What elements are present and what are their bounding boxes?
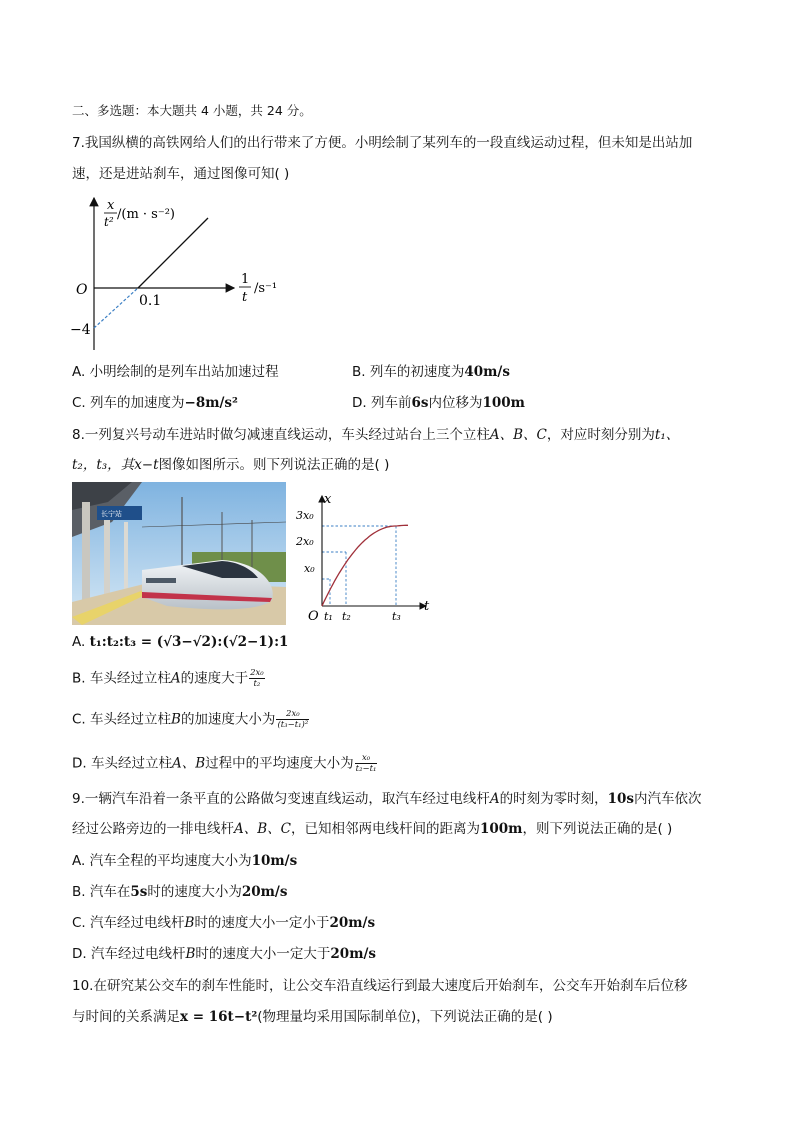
q9-option-c-var: B xyxy=(184,915,195,931)
q7-y-label-den: t² xyxy=(104,215,114,229)
q7-option-b[interactable] xyxy=(352,362,510,382)
train-photo xyxy=(72,482,286,625)
q8-option-d-fraction xyxy=(355,753,378,774)
station-sign: 长宁站 xyxy=(101,510,122,518)
q7-option-b-text: B. 列车的初速度为 xyxy=(352,364,465,380)
q9-stem-var: A xyxy=(489,791,500,807)
q8-x-tick-2: t₂ xyxy=(342,610,351,623)
q7-solid-line xyxy=(138,218,208,288)
q8-option-b-num: 2x₀ xyxy=(250,668,264,678)
q7-option-d-value: 100m xyxy=(482,395,525,411)
q10-stem-equation: x = 16t−t² xyxy=(180,1009,258,1025)
q8-option-c-text: C. 车头经过立柱 xyxy=(72,711,172,728)
q8-option-a-value: t₁:t₂:t₃ = (√3−√2):(√2−1):1 xyxy=(89,634,289,650)
q8-x-tick-1: t₁ xyxy=(324,610,333,623)
q7-y-unit: /(m · s⁻²) xyxy=(117,207,175,222)
q8-stem-xt: x−t xyxy=(134,457,159,473)
q7-option-d-text: D. 列车前 xyxy=(352,395,412,411)
q9-option-b[interactable] xyxy=(72,882,287,902)
q8-y-tick-3: 3x₀ xyxy=(296,509,314,522)
q8-option-b-mid: 的速度大于 xyxy=(180,670,249,687)
q7-origin-label: O xyxy=(76,282,88,298)
q7-stem-line2: 速，还是进站刹车，通过图像可知( ) xyxy=(72,166,290,182)
q8-option-d-den: t₂−t₁ xyxy=(355,764,377,774)
q8-stem-t1: t₁、 xyxy=(654,427,680,443)
q8-y-label: x xyxy=(324,492,332,507)
q7-option-b-value: 40m/s xyxy=(464,364,510,380)
q8-stem-part: ，对应时刻分别为 xyxy=(546,427,655,443)
q7-option-d[interactable] xyxy=(352,393,525,413)
q8-option-a-label: A. xyxy=(72,634,90,650)
q10-stem-line2 xyxy=(72,1007,553,1027)
q9-stem-part: 的时刻为零时刻， xyxy=(499,791,608,807)
q9-option-b-value: 20m/s xyxy=(241,884,288,900)
q9-option-d[interactable] xyxy=(72,944,376,964)
q9-option-c-tail: 时的速度大小一定小于 xyxy=(194,915,330,931)
q9-option-c[interactable] xyxy=(72,913,375,933)
q8-option-c-var: B xyxy=(171,711,181,728)
q7-y-label-num: x xyxy=(107,198,115,213)
q10-stem-line1: 10.在研究某公交车的刹车性能时，让公交车沿直线运行到最大速度后开始刹车，公交车开始刹车后位移 xyxy=(72,978,688,994)
q9-option-d-tail: 时的速度大小一定大于 xyxy=(195,946,331,962)
q7-option-d-time: 6s xyxy=(411,395,429,411)
section-title: 二、多选题：本大题共 4 小题，共 24 分。 xyxy=(72,103,312,118)
q8-option-d-mid: 过程中的平均速度大小为 xyxy=(205,755,354,772)
q7-x-unit: /s⁻¹ xyxy=(254,281,278,296)
q8-origin-label: O xyxy=(308,609,319,624)
q8-stem-part: 图像如图所示。则下列说法正确的是( ) xyxy=(158,457,390,473)
q8-option-c[interactable] xyxy=(72,709,309,730)
q9-option-d-value: 20m/s xyxy=(330,946,377,962)
q8-option-c-fraction xyxy=(276,709,309,730)
q9-option-a-value: 10m/s xyxy=(251,853,298,869)
q9-stem-part: 经过公路旁边的一排电线杆 xyxy=(72,821,234,837)
q7-x-label-num: 1 xyxy=(241,272,250,287)
q9-stem-time: 10s xyxy=(607,791,635,807)
q9-option-b-time: 5s xyxy=(130,884,148,900)
q9-option-d-text: D. 汽车经过电线杆 xyxy=(72,946,186,962)
q7-option-d-tail: 内位移为 xyxy=(428,395,483,411)
q8-y-tick-2: 2x₀ xyxy=(296,535,314,548)
q8-option-d-var: A、B xyxy=(171,755,206,772)
q8-x-tick-3: t₃ xyxy=(392,610,401,623)
q8-option-c-den: (t₃−t₁)² xyxy=(277,720,309,730)
q9-stem-part: 内汽车依次 xyxy=(634,791,702,807)
q8-option-b-text: B. 车头经过立柱 xyxy=(72,670,171,687)
q8-option-a[interactable] xyxy=(72,632,288,652)
q7-option-a[interactable]: A. 小明绘制的是列车出站加速过程 xyxy=(72,364,279,380)
q8-option-b-var: A xyxy=(170,670,181,687)
q9-stem-line1 xyxy=(72,789,702,809)
q8-stem-part: 8.一列复兴号动车进站时做匀减速直线运动，车头经过站台上三个立柱 xyxy=(72,427,490,443)
q8-x-label: t xyxy=(424,599,430,614)
q8-stem-times: t₂，t₃，其 xyxy=(72,457,135,473)
q9-stem-vars: A、B、C xyxy=(234,821,291,837)
q8-y-tick-1: x₀ xyxy=(304,562,315,575)
q8-stem-vars: A、B、C xyxy=(489,427,547,443)
q7-x-tick: 0.1 xyxy=(139,293,162,309)
q8-stem-line1 xyxy=(72,425,679,445)
q7-dashed-line xyxy=(94,288,138,328)
q9-option-c-text: C. 汽车经过电线杆 xyxy=(72,915,185,931)
q7-graph xyxy=(60,192,300,354)
q9-stem-part: ，则下列说法正确的是( ) xyxy=(522,821,673,837)
q9-option-c-value: 20m/s xyxy=(329,915,376,931)
q8-option-b-fraction xyxy=(249,668,265,689)
q7-stem-line1: 7.我国纵横的高铁网给人们的出行带来了方便。小明绘制了某列车的一段直线运动过程，但未知是出站加 xyxy=(72,135,693,151)
q7-y-tick: −4 xyxy=(70,322,91,338)
q7-x-label-den: t xyxy=(242,290,248,305)
q8-stem-line2 xyxy=(72,455,389,475)
q9-option-a[interactable] xyxy=(72,851,297,871)
q8-option-d-text: D. 车头经过立柱 xyxy=(72,755,172,772)
q8-option-b-den: t₂ xyxy=(253,679,261,689)
q9-stem-line2 xyxy=(72,819,672,839)
q9-stem-part: 9.一辆汽车沿着一条平直的公路做匀变速直线运动，取汽车经过电线杆 xyxy=(72,791,490,807)
q9-stem-part: ，已知相邻两电线杆间的距离为 xyxy=(291,821,480,837)
q8-option-b[interactable] xyxy=(72,668,265,689)
q7-option-c-value: −8m/s² xyxy=(184,395,238,411)
q9-option-d-var: B xyxy=(185,946,196,962)
q7-option-c-text: C. 列车的加速度为 xyxy=(72,395,185,411)
q8-guide-lines xyxy=(322,526,396,606)
q8-curve xyxy=(322,525,408,606)
q8-option-d[interactable] xyxy=(72,753,377,774)
q10-stem-part: (物理量均采用国际制单位)，下列说法正确的是( ) xyxy=(257,1009,553,1025)
q8-option-d-num: x₀ xyxy=(355,753,378,764)
q9-stem-distance: 100m xyxy=(480,821,523,837)
q9-option-b-text: B. 汽车在 xyxy=(72,884,131,900)
q8-option-c-mid: 的加速度大小为 xyxy=(180,711,276,728)
q8-graph xyxy=(290,490,440,625)
q7-option-c[interactable] xyxy=(72,393,238,413)
q8-option-c-num: 2x₀ xyxy=(276,709,309,720)
q10-stem-part: 与时间的关系满足 xyxy=(72,1009,180,1025)
q9-option-b-tail: 时的速度大小为 xyxy=(147,884,242,900)
q9-option-a-text: A. 汽车全程的平均速度大小为 xyxy=(72,853,252,869)
